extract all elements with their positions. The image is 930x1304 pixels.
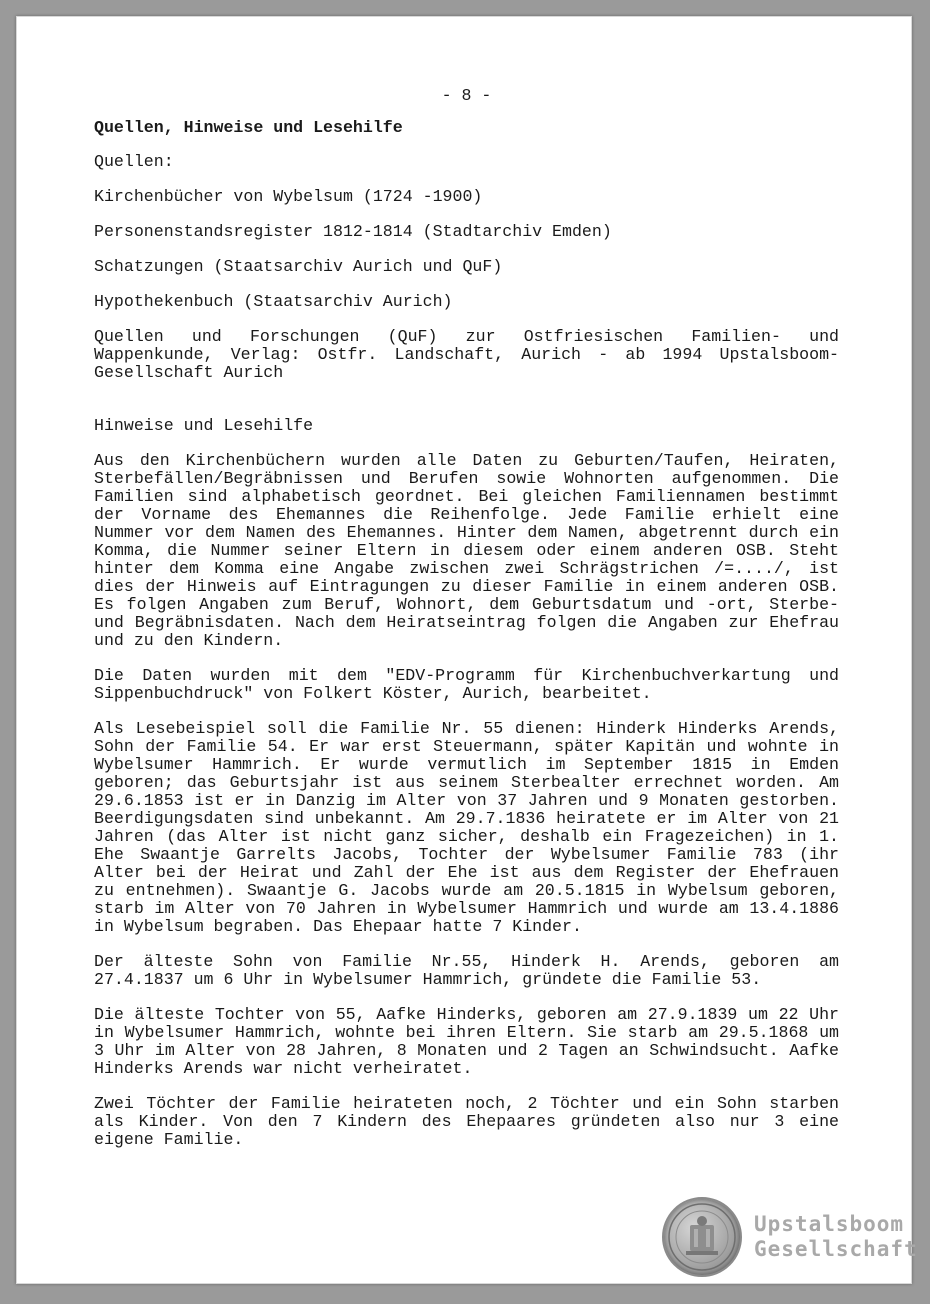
upstalsboom-seal-icon: [662, 1197, 742, 1277]
logo-text: [754, 1212, 918, 1262]
publisher-logo: [662, 1197, 918, 1277]
hints-paragraph: Die Daten wurden mit dem "EDV-Programm für Kirchenbuchverkartung und Sippenbuchdruck" von Folkert Köster, Aurich, bearbeitet.: [94, 666, 849, 703]
sources-heading: Quellen:: [94, 152, 174, 171]
hints-paragraph: Aus den Kirchenbüchern wurden alle Daten zu Geburten/Taufen, Heiraten, Sterbefällen/Begräbnissen und Berufen sowie Wohnorten aufgenommen. Die Familien sind alphabetisch geordnet. Bei gleichen Familiennamen bestimmt der Vorname des Ehemannes die Reihenfolge. Jede Familie erhielt eine Nummer vor dem Namen des Ehemannes. Hinter dem Namen, abgetrennt durch ein Komma, die Nummer seiner Eltern in diesem oder einem anderen OSB. Steht hinter dem Komma eine Angabe zwischen zwei Schrägstrichen /=..../, ist dies der Hinweis auf Eintragungen zu dieser Familie in einem anderen OSB. Es folgen Angaben zum Beruf, Wohnort, dem Geburtsdatum und -ort, Sterbe- und Begräbnisdaten. Nach dem Heiratseintrag folgen die Angaben zur Ehefrau und zu den Kindern.: [94, 451, 849, 650]
hints-paragraph: Die älteste Tochter von 55, Aafke Hinderks, geboren am 27.9.1839 um 22 Uhr in Wybelsumer Hammrich, wohnte bei ihren Eltern. Sie starb am 29.5.1868 um 3 Uhr im Alter von 28 Jahren, 8 Monaten und 2 Tagen an Schwindsucht. Aafke Hinderks Arends war nicht verheiratet.: [94, 1005, 849, 1078]
source-item: Hypothekenbuch (Staatsarchiv Aurich): [94, 292, 453, 311]
hints-paragraph: Zwei Töchter der Familie heirateten noch, 2 Töchter und ein Sohn starben als Kinder. Von den 7 Kindern des Ehepaares gründeten also nur 3 eine eigene Familie.: [94, 1094, 849, 1149]
logo-line-1: Upstalsboom: [754, 1212, 905, 1236]
source-item: Kirchenbücher von Wybelsum (1724 -1900): [94, 187, 483, 206]
document-page: [16, 16, 918, 1284]
hints-heading: Hinweise und Lesehilfe: [94, 416, 314, 435]
hints-paragraph: Als Lesebeispiel soll die Familie Nr. 55 dienen: Hinderk Hinderks Arends, Sohn der Familie 54. Er war erst Steuermann, später Kapitän und wohnte in Wybelsumer Hammrich. Er wurde vermutlich im September 1815 in Emden geboren; das Geburtsjahr ist aus seinem Sterbealter errechnet worden. Am 29.6.1853 ist er in Danzig im Alter von 37 Jahren und 9 Monaten gestorben. Beerdigungsdaten sind unbekannt. Am 29.7.1836 heiratete er im Alter von 21 Jahren (das Alter ist nicht ganz sicher, deshalb ein Fragezeichen) in 1. Ehe Swaantje Garrelts Jacobs, Tochter der Wybelsumer Familie 783 (ihr Alter bei der Heirat und Zahl der Ehe ist aus dem Register der Ehefrauen zu entnehmen). Swaantje G. Jacobs wurde am 20.5.1815 in Wybelsum geboren, starb im Alter von 70 Jahren in Wybelsumer Hammrich und wurde am 13.4.1886 in Wybelsum begraben. Das Ehepaar hatte 7 Kinder.: [94, 719, 849, 936]
logo-line-2: Gesellschaft: [754, 1237, 918, 1261]
source-item: Schatzungen (Staatsarchiv Aurich und QuF): [94, 257, 503, 276]
hints-paragraph: Der älteste Sohn von Familie Nr.55, Hinderk H. Arends, geboren am 27.4.1837 um 6 Uhr in Wybelsumer Hammrich, gründete die Familie 53.: [94, 952, 849, 989]
source-item: Quellen und Forschungen (QuF) zur Ostfriesischen Familien- und Wappenkunde, Verlag: Ostfr. Landschaft, Aurich - ab 1994 Upstalsboom-Gesellschaft Aurich: [94, 327, 849, 382]
page-title: Quellen, Hinweise und Lesehilfe: [94, 118, 403, 137]
page-number: - 8 -: [441, 86, 492, 105]
source-item: Personenstandsregister 1812-1814 (Stadtarchiv Emden): [94, 222, 612, 241]
page-content: [94, 86, 849, 1166]
